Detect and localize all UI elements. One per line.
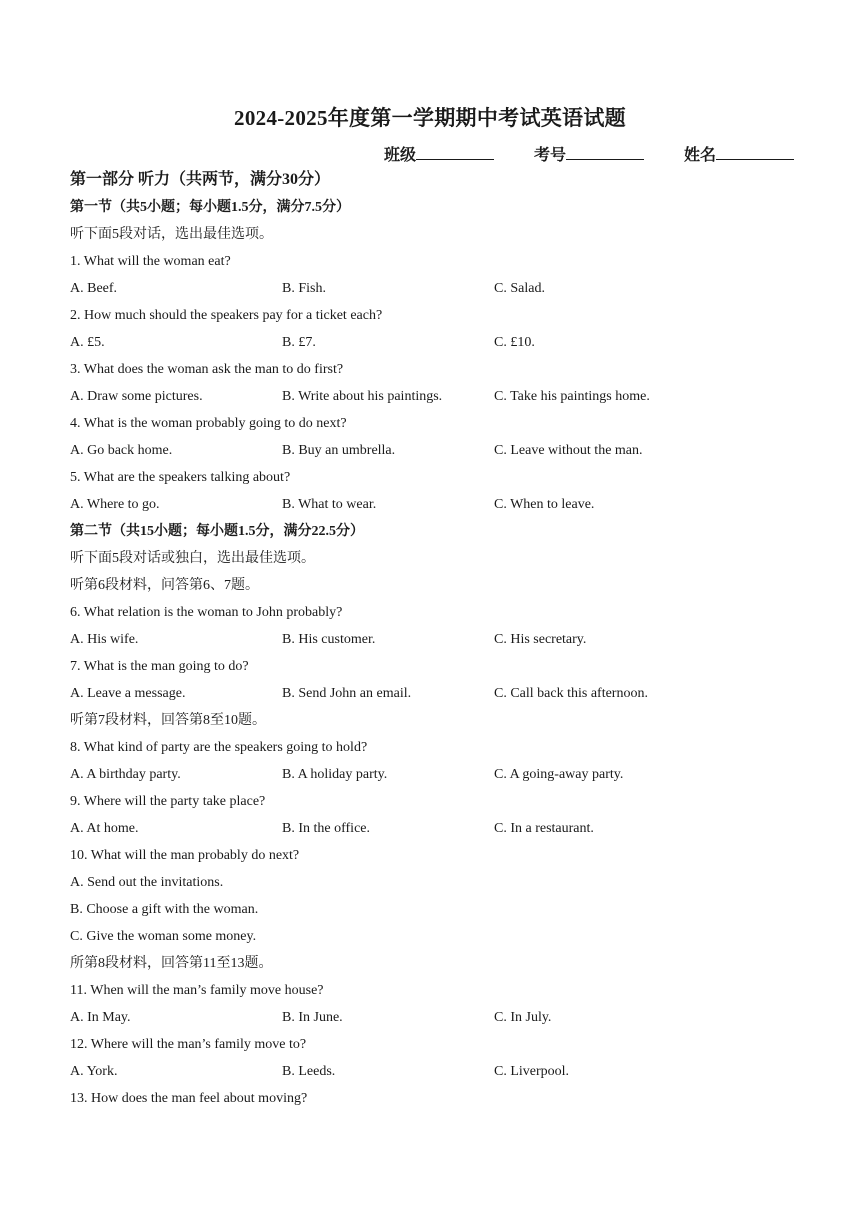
option-a: A. Where to go. <box>70 497 160 512</box>
question-options <box>70 819 830 846</box>
part1-heading: 第一部分 听力（共两节，满分30分） <box>70 171 331 188</box>
material-note: 听第6段材料，问答第6、7题。 <box>70 578 259 593</box>
question-options <box>70 1062 830 1089</box>
question-options <box>70 630 830 657</box>
option-c: C. His secretary. <box>494 632 587 647</box>
option-c: C. In July. <box>494 1010 552 1025</box>
option-a: A. Send out the invitations. <box>70 875 224 890</box>
option-b: B. A holiday party. <box>282 767 388 782</box>
exam-number-field <box>534 142 644 165</box>
name-blank <box>716 145 794 160</box>
option-c: C. In a restaurant. <box>494 821 594 836</box>
option-b: B. Choose a gift with the woman. <box>70 902 259 917</box>
question-stem: 2. How much should the speakers pay for a ticket each? <box>70 308 383 323</box>
option-b: B. Buy an umbrella. <box>282 443 396 458</box>
option-b: B. Write about his paintings. <box>282 389 443 404</box>
option-a: A. Beef. <box>70 281 118 296</box>
question-options <box>70 387 830 414</box>
option-b: B. What to wear. <box>282 497 377 512</box>
option-c: C. Take his paintings home. <box>494 389 650 404</box>
question-options <box>70 684 830 711</box>
option-a: A. £5. <box>70 335 105 350</box>
question-stem: 10. What will the man probably do next? <box>70 848 300 863</box>
name-label: 姓名 <box>684 147 717 164</box>
section1-instruction: 听下面5段对话，选出最佳选项。 <box>70 227 273 242</box>
option-c: C. A going-away party. <box>494 767 624 782</box>
question-stem: 13. How does the man feel about moving? <box>70 1091 308 1106</box>
option-c: C. Leave without the man. <box>494 443 643 458</box>
option-b: B. £7. <box>282 335 316 350</box>
question-options <box>70 441 830 468</box>
option-b: B. Leeds. <box>282 1064 336 1079</box>
option-a: A. York. <box>70 1064 118 1079</box>
option-b: B. In June. <box>282 1010 343 1025</box>
question-stem: 1. What will the woman eat? <box>70 254 231 269</box>
question-stem: 6. What relation is the woman to John probably? <box>70 605 343 620</box>
class-blank <box>416 145 494 160</box>
question-stem: 9. Where will the party take place? <box>70 794 266 809</box>
question-options <box>70 765 830 792</box>
material-note: 所第8段材料，回答第11至13题。 <box>70 956 273 971</box>
question-options <box>70 333 830 360</box>
question-stem: 11. When will the man’s family move house? <box>70 983 324 998</box>
question-options <box>70 279 830 306</box>
question-stem: 4. What is the woman probably going to do next? <box>70 416 347 431</box>
exam-title: 2024-2025年度第一学期期中考试英语试题 <box>234 106 626 130</box>
section2-heading: 第二节（共15小题；每小题1.5分，满分22.5分） <box>70 524 364 539</box>
section2-instruction: 听下面5段对话或独白，选出最佳选项。 <box>70 551 315 566</box>
option-a: A. At home. <box>70 821 139 836</box>
option-a: A. Leave a message. <box>70 686 186 701</box>
option-c: C. Liverpool. <box>494 1064 570 1079</box>
option-a: A. Draw some pictures. <box>70 389 203 404</box>
option-b: B. His customer. <box>282 632 376 647</box>
material-note: 听第7段材料，回答第8至10题。 <box>70 713 266 728</box>
class-field <box>384 142 494 165</box>
question-stem: 12. Where will the man’s family move to? <box>70 1037 307 1052</box>
student-info-row <box>384 142 794 165</box>
option-c: C. Salad. <box>494 281 545 296</box>
question-options <box>70 1008 830 1035</box>
name-field <box>684 142 794 165</box>
exam-content <box>70 170 830 1116</box>
exam-number-blank <box>566 145 644 160</box>
option-b: B. In the office. <box>282 821 370 836</box>
option-b: B. Send John an email. <box>282 686 412 701</box>
option-c: C. When to leave. <box>494 497 595 512</box>
question-stem: 3. What does the woman ask the man to do first? <box>70 362 344 377</box>
section1-heading: 第一节（共5小题；每小题1.5分，满分7.5分） <box>70 200 350 215</box>
exam-number-label: 考号 <box>534 147 567 164</box>
option-c: C. £10. <box>494 335 535 350</box>
question-stem: 5. What are the speakers talking about? <box>70 470 291 485</box>
question-stem: 8. What kind of party are the speakers going to hold? <box>70 740 368 755</box>
option-a: A. Go back home. <box>70 443 173 458</box>
option-a: A. In May. <box>70 1010 131 1025</box>
question-options <box>70 495 830 522</box>
question-stem: 7. What is the man going to do? <box>70 659 249 674</box>
option-a: A. A birthday party. <box>70 767 181 782</box>
option-b: B. Fish. <box>282 281 326 296</box>
option-c: C. Call back this afternoon. <box>494 686 648 701</box>
option-a: A. His wife. <box>70 632 139 647</box>
class-label: 班级 <box>384 147 417 164</box>
option-c: C. Give the woman some money. <box>70 929 257 944</box>
